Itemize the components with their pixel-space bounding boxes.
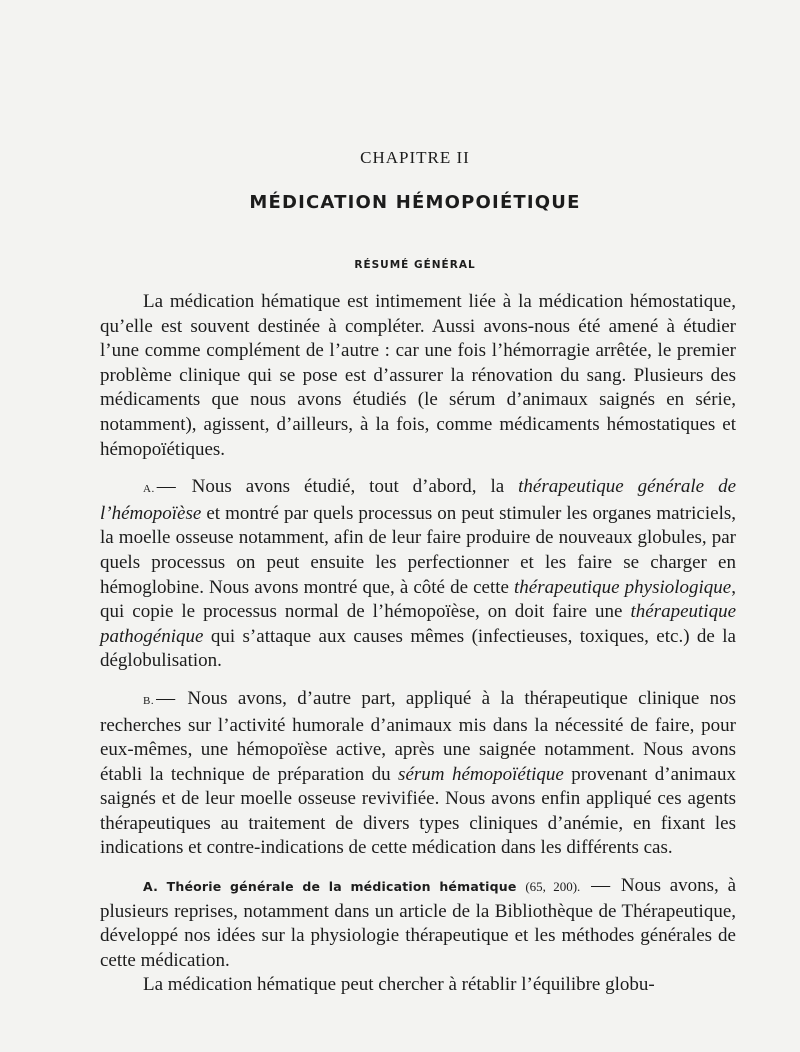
italic-term: thérapeutique physiologique <box>514 576 732 598</box>
paragraph-a <box>100 475 736 674</box>
italic-term: thérapeutique pathogénique <box>100 601 736 647</box>
paragraph-intro: La médication hématique est intimement liée à la médication hémostatique, qu’elle est souvent destinée à compléter. Aussi avons-nous été amené à étudier l’une comme complément de l’autre : car une fois l’hémorragie arrêtée, le premier problème clinique qui se pose est d’assurer la rénovation du sang. Plusieurs des médicaments que nous avons étudiés (le sérum d’animaux saignés en série, notamment), agissent, d’ailleurs, à la fois, comme médicaments hémostatiques et hémopoïétiques. <box>100 291 736 460</box>
dash: — <box>591 875 611 897</box>
runin-heading: A. Théorie générale de la médication hématique <box>143 879 517 895</box>
paragraph-theory <box>100 874 736 973</box>
text-run: Nous avons, d’autre part, appliqué à la thérapeutique clinique nos recherches sur l’activité humorale d’animaux mis dans la nécessité de faire, pour eux-mêmes, une hémopoïèse active, après une saignée notamment. Nous avons établi la technique de préparation du <box>100 687 737 785</box>
text-run: Nous avons étudié, tout d’abord, la <box>191 476 519 498</box>
section-heading: RÉSUMÉ GÉNÉRAL <box>354 259 476 271</box>
text-run: qui s’attaque aux causes mêmes (infectieuses, toxiques, etc.) de la déglobulisation. <box>100 625 736 672</box>
text-run: provenant d’animaux saignés et de leur moelle osseuse revivifiée. Nous avons enfin appliqué ces agents thérapeutiques au traitement de divers types cliniques d’anémie, en fixant les indications et contre-indications de cette médication dans les différents cas. <box>100 763 736 859</box>
dash: — <box>156 687 176 709</box>
dash: — <box>156 476 176 498</box>
paragraph-marker: A. <box>143 483 155 496</box>
text-run: Nous avons, à plusieurs reprises, notamment dans un article de la Bibliothèque de Thérapeutique, développé nos idées sur la physiologie thérapeutique et les méthodes générales de cette médication. <box>100 875 737 971</box>
italic-term: sérum hémopoïétique <box>398 763 564 785</box>
paragraph-continuation: La médication hématique peut chercher à rétablir l’équilibre globu- <box>143 974 655 996</box>
chapter-title: MÉDICATION HÉMOPOIÉTIQUE <box>249 192 581 213</box>
text-run: , qui copie le processus normal de l’hémopoïèse, on doit faire une <box>100 576 736 623</box>
chapter-heading: CHAPITRE II <box>360 148 470 167</box>
italic-term: thérapeutique générale de l’hémopoïèse <box>100 476 737 524</box>
text-run: et montré par quels processus on peut stimuler les organes matriciels, la moelle osseuse notamment, afin de leur faire produire de nouveaux globules, par quels processus on peut ensuite les perfectionner et les faire se charger en hémoglobine. Nous avons montré que, à côté de cette <box>100 502 736 598</box>
body-text <box>100 290 736 998</box>
paragraph-b <box>100 687 736 861</box>
reference-numbers: (65, 200). <box>525 879 581 895</box>
paragraph-marker: B. <box>143 694 155 707</box>
